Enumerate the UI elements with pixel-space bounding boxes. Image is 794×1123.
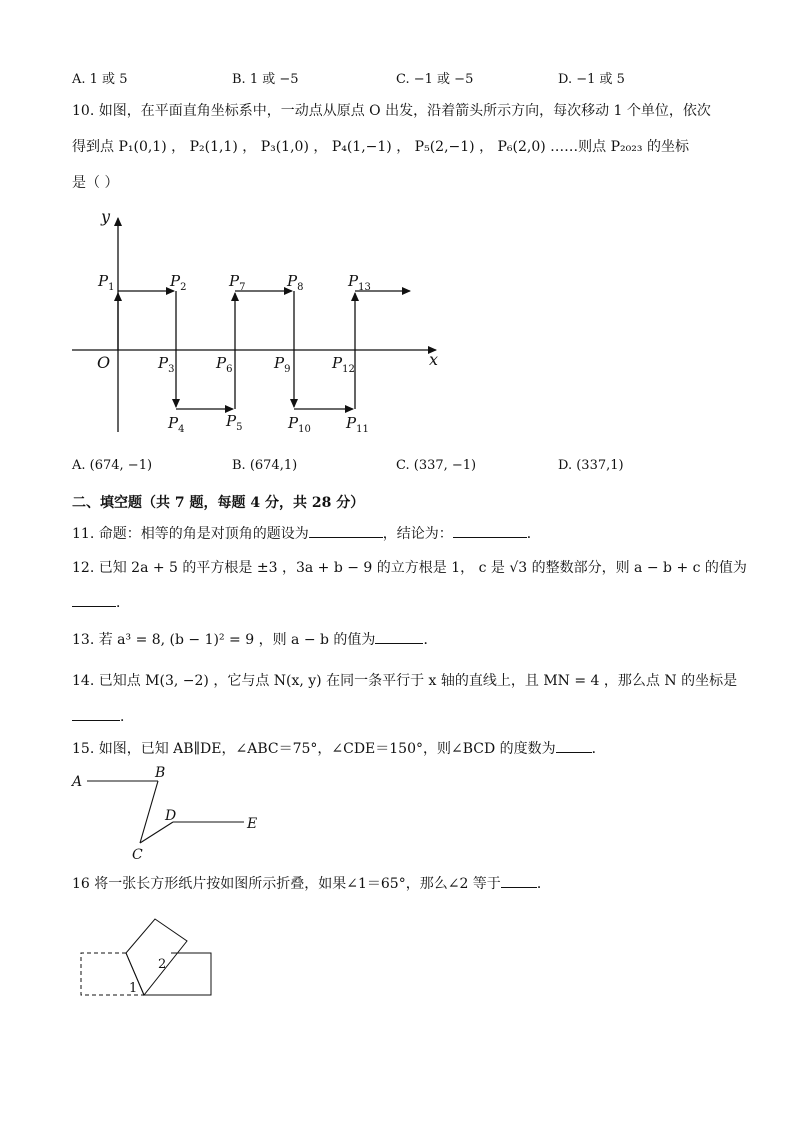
q16-blank: [501, 873, 537, 888]
q11-blank-1: [309, 523, 383, 538]
angle-2-label: 2: [158, 957, 167, 972]
q15-blank: [556, 738, 592, 753]
x-axis-label: x: [429, 350, 439, 369]
q9-option-b: B. 1 或 −5: [232, 72, 299, 87]
point-label-p8: $P_8$: [287, 272, 304, 293]
point-label-p11: $P_{11}$: [346, 414, 369, 435]
point-d-label: D: [165, 808, 177, 824]
q9-option-d: D. −1 或 5: [558, 72, 625, 87]
y-axis-label: y: [101, 207, 111, 226]
q10-option-b: B. (674,1): [232, 458, 298, 473]
point-label-p7: $P_7$: [229, 272, 246, 293]
q13-end: ．: [423, 632, 438, 648]
q14-blank: [72, 706, 120, 721]
q10-option-c: C. (337, −1): [396, 458, 477, 473]
q10-option-d: D. (337,1): [558, 458, 624, 473]
q10-stem-line2: 得到点 P₁(0,1) ， P₂(1,1) ， P₃(1,0) ， P₄(1,−1) ， P₅(2,−1) ， P₆(2,0) ……则点 P₂₀₂₃ 的坐标: [72, 139, 689, 155]
point-label-p10: $P_{10}$: [288, 414, 311, 435]
origin-label: O: [97, 353, 111, 372]
point-label-p6: $P_6$: [216, 354, 233, 375]
q15-figure: [60, 760, 280, 870]
point-label-p12: $P_{12}$: [332, 354, 355, 375]
point-e-label: E: [247, 816, 258, 832]
q13: [72, 629, 437, 649]
q14-text: 14. 已知点 M(3, −2) ，它与点 N(x, y) 在同一条平行于 x 轴的直线上，且 MN = 4 ，那么点 N 的坐标是: [72, 673, 738, 689]
q11-mid: ，结论为：: [382, 526, 453, 542]
q14-answer: [72, 706, 134, 726]
q12-end: ．: [116, 595, 130, 611]
point-c-label: C: [132, 847, 143, 863]
q12-text: 12. 已知 2a + 5 的平方根是 ±3 ，3a + b − 9 的立方根是 1， c 是 √3 的整数部分，则 a − b + c 的值为: [72, 560, 747, 576]
point-label-p2: $P_2$: [170, 272, 187, 293]
point-label-p9: $P_9$: [274, 354, 291, 375]
q9-option-a: A. 1 或 5: [72, 72, 128, 87]
point-label-p1: $P_1$: [98, 272, 115, 293]
q11: [72, 523, 541, 543]
q10-stem-line1: 10. 如图，在平面直角坐标系中，一动点从原点 O 出发，沿着箭头所示方向，每次移动 1 个单位，依次: [72, 103, 711, 119]
q16: [72, 873, 551, 893]
q14-end: ．: [120, 709, 134, 725]
q16-text: 16 将一张长方形纸片按如图所示折叠，如果∠1＝65°，那么∠2 等于: [72, 876, 501, 892]
q12-blank: [72, 592, 116, 607]
q11-text: 11. 命题：相等的角是对顶角的题设为: [72, 526, 309, 542]
q10-coordinate-figure: [0, 0, 794, 450]
solid-rect: [144, 953, 211, 995]
q9-option-c: C. −1 或 −5: [396, 72, 474, 87]
section-title: 二、填空题（共 7 题，每题 4 分，共 28 分）: [72, 495, 365, 511]
q15: [72, 738, 606, 758]
point-label-p4: $P_4$: [168, 414, 185, 435]
q10-stem-line3: 是（ ）: [72, 175, 119, 191]
q16-fold-figure: [76, 910, 226, 1002]
point-b-label: B: [155, 765, 166, 781]
q13-text: 13. 若 a³ = 8, (b − 1)² = 9 ，则 a − b 的值为: [72, 632, 376, 648]
q12-answer: [72, 592, 130, 612]
q15-text: 15. 如图，已知 AB∥DE，∠ABC＝75°，∠CDE＝150°，则∠BCD 的度数为: [72, 741, 556, 757]
point-a-label: A: [72, 774, 83, 790]
q11-blank-2: [453, 523, 527, 538]
point-label-p5: $P_5$: [226, 412, 243, 433]
q13-blank: [375, 629, 423, 644]
q15-end: ．: [591, 741, 606, 757]
q16-end: ．: [536, 876, 551, 892]
q11-end: ．: [526, 526, 541, 542]
point-label-p3: $P_3$: [158, 354, 175, 375]
angle-1-label: 1: [129, 981, 138, 996]
point-label-p13: $P_{13}$: [348, 272, 371, 293]
q10-option-a: A. (674, −1): [72, 458, 153, 473]
